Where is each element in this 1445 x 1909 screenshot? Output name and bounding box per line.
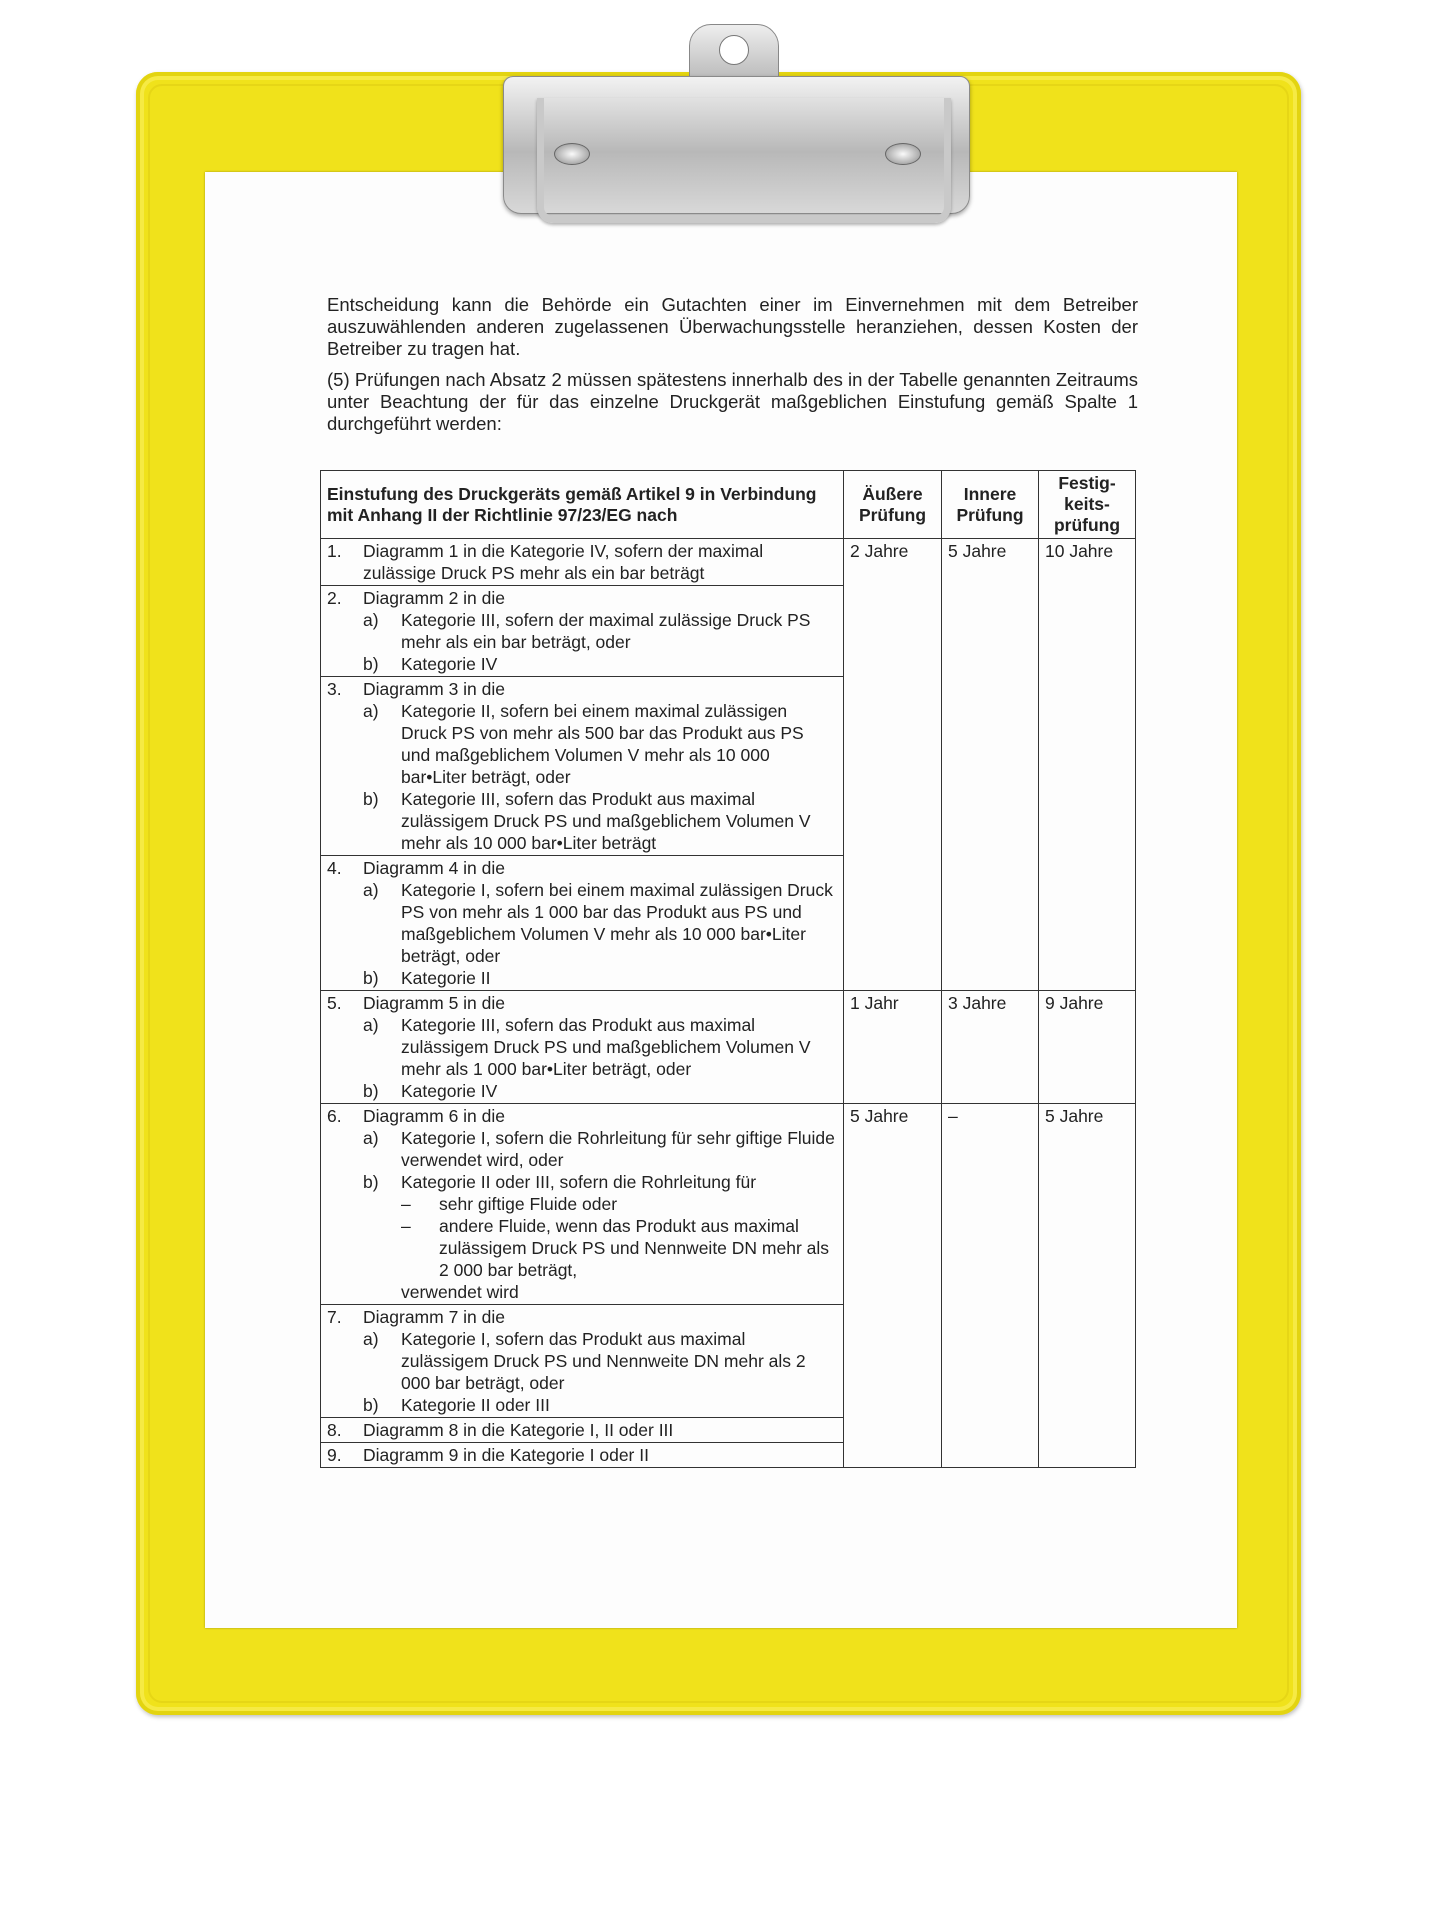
dash-text: andere Fluide, wenn das Produkt aus maximal zulässigem Druck PS und Nennweite DN mehr als 2 000 bar beträgt, bbox=[439, 1216, 830, 1280]
einstufung-cell bbox=[321, 856, 844, 991]
interval-aeussere: 1 Jahr bbox=[844, 991, 942, 1104]
table-row bbox=[321, 1104, 1136, 1305]
row-number: 9. bbox=[327, 1445, 342, 1465]
row-text: Diagramm 4 in die bbox=[363, 858, 505, 878]
paragraph-2: (5) Prüfungen nach Absatz 2 müssen spätestens innerhalb des in der Tabelle genannten Zeitraums unter Beachtung der für das einzelne Druckgerät maßgeblichen Einstufung gemäß Spalte 1 durchgeführt werden: bbox=[327, 369, 1138, 434]
item-letter: a) bbox=[363, 1128, 379, 1148]
item-text: Kategorie III, sofern das Produkt aus maximal zulässigem Druck PS und maßgeblichem Volumen V mehr als 10 000 bar•Liter beträgt bbox=[401, 789, 811, 853]
interval-festigkeit: 9 Jahre bbox=[1039, 991, 1136, 1104]
row-text: Diagramm 3 in die bbox=[363, 679, 505, 699]
item-text: Kategorie IV bbox=[401, 654, 498, 674]
row-number: 8. bbox=[327, 1420, 342, 1440]
row-number: 6. bbox=[327, 1106, 342, 1126]
dash-mark: – bbox=[401, 1194, 411, 1214]
item-letter: a) bbox=[363, 1015, 379, 1035]
header-einstufung: Einstufung des Druckgeräts gemäß Artikel 9 in Verbindung mit Anhang II der Richtlinie 97/23/EG nach bbox=[321, 471, 844, 539]
item-text: Kategorie IV bbox=[401, 1081, 498, 1101]
item-text: Kategorie III, sofern der maximal zulässige Druck PS mehr als ein bar beträgt, oder bbox=[401, 610, 811, 652]
row-text: Diagramm 1 in die Kategorie IV, sofern der maximal zulässige Druck PS mehr als ein bar beträgt bbox=[363, 541, 764, 583]
item-text: Kategorie II bbox=[401, 968, 491, 988]
item-letter: b) bbox=[363, 789, 379, 809]
row-number: 1. bbox=[327, 541, 342, 561]
row-text: Diagramm 6 in die bbox=[363, 1106, 505, 1126]
clip-wire bbox=[537, 98, 951, 223]
item-letter: b) bbox=[363, 1172, 379, 1192]
item-text: Kategorie I, sofern bei einem maximal zulässigen Druck PS von mehr als 1 000 bar das Produkt aus PS und maßgeblichem Volumen V mehr als 10 000 bar•Liter beträgt, oder bbox=[401, 880, 833, 966]
item-letter: b) bbox=[363, 654, 379, 674]
header-aeussere: Äußere Prüfung bbox=[844, 471, 942, 539]
interval-festigkeit: 10 Jahre bbox=[1039, 539, 1136, 991]
interval-festigkeit: 5 Jahre bbox=[1039, 1104, 1136, 1468]
dash-mark: – bbox=[401, 1216, 411, 1236]
row-number: 7. bbox=[327, 1307, 342, 1327]
row-text: Diagramm 9 in die Kategorie I oder II bbox=[363, 1445, 649, 1465]
row-text: Diagramm 7 in die bbox=[363, 1307, 505, 1327]
interval-innere: 3 Jahre bbox=[942, 991, 1039, 1104]
item-text: Kategorie I, sofern das Produkt aus maximal zulässigem Druck PS und Nennweite DN mehr als 2 000 bar beträgt, oder bbox=[401, 1329, 806, 1393]
header-innere: Innere Prüfung bbox=[942, 471, 1039, 539]
row-text: Diagramm 5 in die bbox=[363, 993, 505, 1013]
inspection-table bbox=[320, 470, 1136, 1468]
row-number: 3. bbox=[327, 679, 342, 699]
interval-innere: 5 Jahre bbox=[942, 539, 1039, 991]
item-letter: a) bbox=[363, 610, 379, 630]
table-row bbox=[321, 539, 1136, 586]
header-festigkeit: Festig-keits-prüfung bbox=[1039, 471, 1136, 539]
row-text: Diagramm 2 in die bbox=[363, 588, 505, 608]
row-number: 2. bbox=[327, 588, 342, 608]
einstufung-cell bbox=[321, 1443, 844, 1468]
einstufung-cell bbox=[321, 539, 844, 586]
einstufung-cell bbox=[321, 586, 844, 677]
row-text: Diagramm 8 in die Kategorie I, II oder III bbox=[363, 1420, 674, 1440]
item-letter: b) bbox=[363, 1081, 379, 1101]
item-text: Kategorie I, sofern die Rohrleitung für sehr giftige Fluide verwendet wird, oder bbox=[401, 1128, 835, 1170]
row-number: 4. bbox=[327, 858, 342, 878]
table-header-row bbox=[321, 471, 1136, 539]
item-letter: a) bbox=[363, 1329, 379, 1349]
item-letter: b) bbox=[363, 1395, 379, 1415]
einstufung-cell bbox=[321, 677, 844, 856]
einstufung-cell bbox=[321, 1104, 844, 1305]
einstufung-cell bbox=[321, 1418, 844, 1443]
einstufung-cell bbox=[321, 991, 844, 1104]
dash-text: sehr giftige Fluide oder bbox=[439, 1194, 618, 1214]
paragraph-1: Entscheidung kann die Behörde ein Gutachten einer im Einvernehmen mit dem Betreiber auszuwählenden anderen zugelassenen Überwachungsstelle heranziehen, dessen Kosten der Betreiber zu tragen hat. bbox=[327, 294, 1138, 359]
interval-aeussere: 5 Jahre bbox=[844, 1104, 942, 1468]
after-text: verwendet wird bbox=[401, 1282, 519, 1302]
item-text: Kategorie II, sofern bei einem maximal zulässigen Druck PS von mehr als 500 bar das Produkt aus PS und maßgeblichem Volumen V mehr als 10 000 bar•Liter beträgt, oder bbox=[401, 701, 804, 787]
interval-innere: – bbox=[942, 1104, 1039, 1468]
einstufung-cell bbox=[321, 1305, 844, 1418]
row-number: 5. bbox=[327, 993, 342, 1013]
item-text: Kategorie II oder III, sofern die Rohrleitung für bbox=[401, 1172, 757, 1192]
item-letter: b) bbox=[363, 968, 379, 988]
interval-aeussere: 2 Jahre bbox=[844, 539, 942, 991]
item-letter: a) bbox=[363, 880, 379, 900]
hanging-hole bbox=[719, 35, 749, 65]
item-text: Kategorie III, sofern das Produkt aus maximal zulässigem Druck PS und maßgeblichem Volumen V mehr als 1 000 bar•Liter beträgt, oder bbox=[401, 1015, 811, 1079]
item-letter: a) bbox=[363, 701, 379, 721]
item-text: Kategorie II oder III bbox=[401, 1395, 550, 1415]
table-row bbox=[321, 991, 1136, 1104]
